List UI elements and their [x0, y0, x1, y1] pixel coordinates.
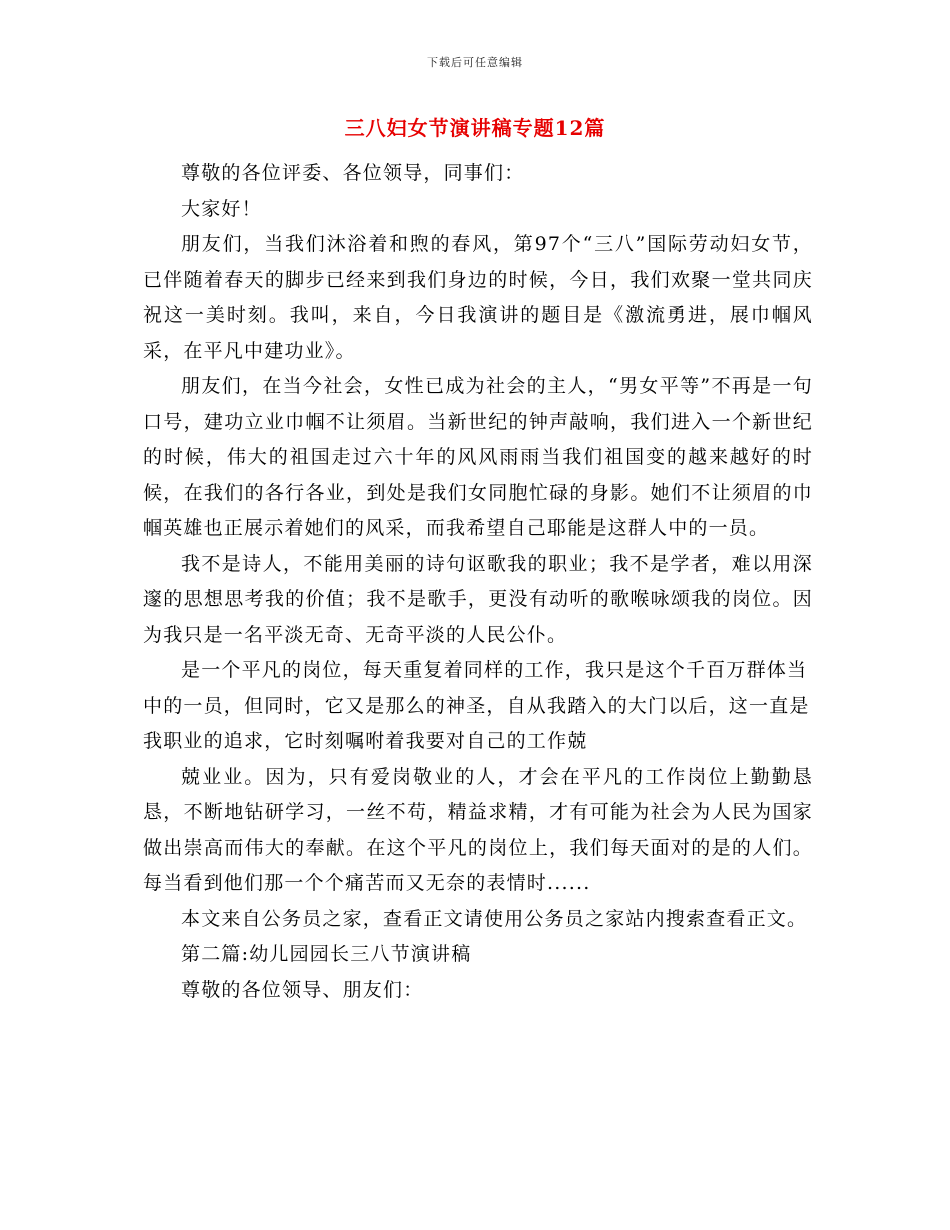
- paragraph-not-poet: 我不是诗人，不能用美丽的诗句讴歌我的职业；我不是学者，难以用深邃的思想思考我的价值；我不是歌手，更没有动听的歌喉咏颂我的岗位。因为我只是一名平淡无奇、无奇平淡的人民公仆。: [143, 552, 813, 646]
- section-heading-second: 第二篇:幼儿园园长三八节演讲稿: [181, 943, 472, 965]
- paragraph-ordinary-post: 是一个平凡的岗位，每天重复着同样的工作，我只是这个千百万群体当中的一员，但同时，它又是那么的神圣，自从我踏入的大门以后，这一直是我职业的追求，它时刻嘱咐着我要对自己的工作兢: [143, 659, 810, 752]
- paragraph-second-greeting: 尊敬的各位领导、朋友们：: [181, 978, 424, 1001]
- document-body: [143, 156, 813, 1008]
- paragraph-society: 朋友们，在当今社会，女性已成为社会的主人，“男女平等”不再是一句口号，建功立业巾帼不让须眉。当新世纪的钟声敲响，我们进入一个新世纪的时候，伟大的祖国走过六十年的风风雨雨当我们祖国变的越来越好的时候，在我们的各行各业，到处是我们女同胞忙碌的身影。她们不让须眉的巾帼英雄也正展示着她们的风采，而我希望自己耶能是这群人中的一员。: [143, 375, 813, 539]
- paragraph-intro: 朋友们，当我们沐浴着和煦的春风，第97个“三八”国际劳动妇女节，已伴随着春天的脚步已经来到我们身边的时候，今日，我们欢聚一堂共同庆祝这一美时刻。我叫，来自，今日我演讲的题目是《激流勇进，展巾帼风采，在平凡中建功业》。: [143, 233, 813, 362]
- header-note: 下载后可任意编辑: [427, 56, 523, 69]
- paragraph-hello: 大家好！: [181, 197, 262, 220]
- paragraph-source-note: 本文来自公务员之家，查看正文请使用公务员之家站内搜索查看正文。: [181, 907, 808, 930]
- paragraph-dedication: 兢业业。因为，只有爱岗敬业的人，才会在平凡的工作岗位上勤勤恳恳，不断地钻研学习，一丝不苟，精益求精，才有可能为社会为人民为国家做出崇高而伟大的奉献。在这个平凡的岗位上，我们每天面对的是的人们。每当看到他们那一个个痛苦而又无奈的表情时......: [143, 765, 813, 894]
- document-title: 三八妇女节演讲稿专题12篇: [344, 116, 606, 140]
- paragraph-greeting: 尊敬的各位评委、各位领导，同事们：: [181, 162, 525, 184]
